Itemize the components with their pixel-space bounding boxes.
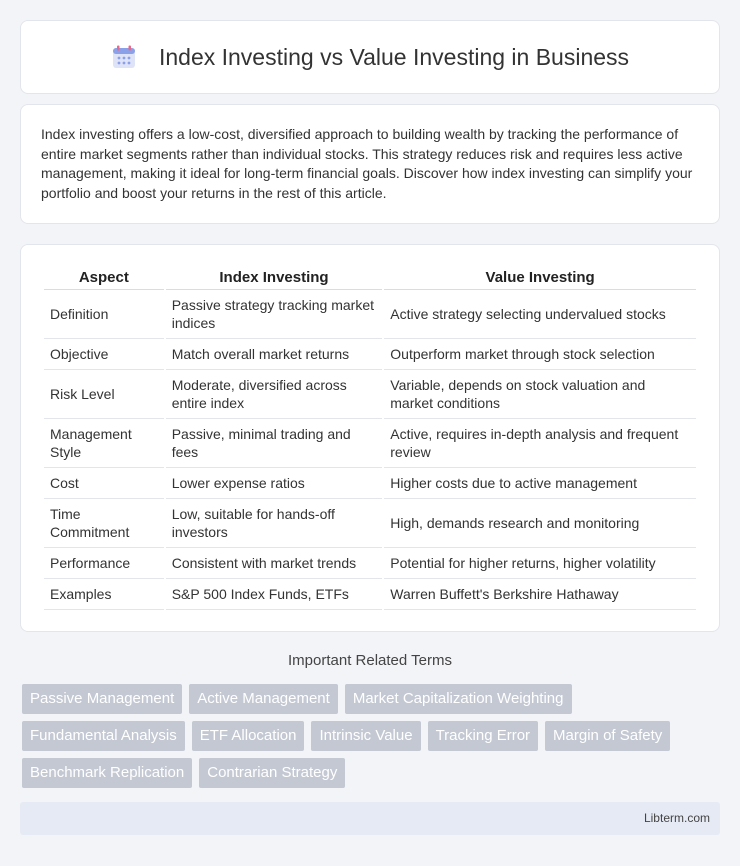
- table-row: [44, 339, 696, 370]
- term-tag[interactable]: ETF Allocation: [192, 721, 305, 751]
- comparison-table-card: [20, 244, 720, 632]
- footer: [20, 802, 720, 835]
- table-cell: Outperform market through stock selection: [384, 339, 696, 370]
- table-row: [44, 419, 696, 468]
- term-tag[interactable]: Fundamental Analysis: [22, 721, 185, 751]
- table-cell: Active strategy selecting undervalued stocks: [384, 290, 696, 339]
- table-cell: Moderate, diversified across entire index: [166, 370, 383, 419]
- table-header: Value Investing: [384, 265, 696, 290]
- table-header-row: [44, 265, 696, 290]
- table-cell: Cost: [44, 468, 164, 499]
- table-cell: Warren Buffett's Berkshire Hathaway: [384, 579, 696, 610]
- table-row: [44, 499, 696, 548]
- term-tag[interactable]: Margin of Safety: [545, 721, 670, 751]
- table-cell: High, demands research and monitoring: [384, 499, 696, 548]
- term-tag[interactable]: Benchmark Replication: [22, 758, 192, 788]
- table-row: [44, 579, 696, 610]
- page-title: Index Investing vs Value Investing in Business: [158, 43, 630, 70]
- table-cell: Potential for higher returns, higher volatility: [384, 548, 696, 579]
- table-cell: S&P 500 Index Funds, ETFs: [166, 579, 383, 610]
- intro-card: [20, 104, 720, 224]
- table-cell: Time Commitment: [44, 499, 164, 548]
- table-cell: Variable, depends on stock valuation and market conditions: [384, 370, 696, 419]
- table-cell: Definition: [44, 290, 164, 339]
- term-tag[interactable]: Intrinsic Value: [311, 721, 420, 751]
- term-tag[interactable]: Passive Management: [22, 684, 182, 714]
- table-row: [44, 468, 696, 499]
- term-tag[interactable]: Tracking Error: [428, 721, 538, 751]
- table-row: [44, 290, 696, 339]
- table-cell: Objective: [44, 339, 164, 370]
- table-cell: Lower expense ratios: [166, 468, 383, 499]
- table-cell: Performance: [44, 548, 164, 579]
- table-cell: Match overall market returns: [166, 339, 383, 370]
- related-terms-list: [22, 684, 722, 788]
- title-card: [20, 20, 720, 94]
- term-tag[interactable]: Active Management: [189, 684, 338, 714]
- table-cell: Examples: [44, 579, 164, 610]
- table-row: [44, 548, 696, 579]
- term-tag[interactable]: Market Capitalization Weighting: [345, 684, 572, 714]
- table-cell: Management Style: [44, 419, 164, 468]
- table-cell: Consistent with market trends: [166, 548, 383, 579]
- table-cell: Passive strategy tracking market indices: [166, 290, 383, 339]
- table-row: [44, 370, 696, 419]
- related-terms-title: Important Related Terms: [288, 652, 452, 669]
- intro-text: Index investing offers a low-cost, diversified approach to building wealth by tracking the performance of entire market segments rather than individual stocks. This strategy reduces risk and requires less active management, making it ideal for long-term financial goals. Discover how index investing can simplify your portfolio and boost your returns in the rest of this article.: [41, 126, 693, 201]
- table-header: Index Investing: [166, 265, 383, 290]
- table-cell: Active, requires in-depth analysis and frequent review: [384, 419, 696, 468]
- table-cell: Low, suitable for hands-off investors: [166, 499, 383, 548]
- table-header: Aspect: [44, 265, 164, 290]
- footer-link[interactable]: Libterm.com: [643, 811, 710, 825]
- table-cell: Passive, minimal trading and fees: [166, 419, 383, 468]
- calendar-icon: [111, 44, 137, 70]
- comparison-table: [42, 265, 698, 610]
- table-cell: Risk Level: [44, 370, 164, 419]
- term-tag[interactable]: Contrarian Strategy: [199, 758, 345, 788]
- table-cell: Higher costs due to active management: [384, 468, 696, 499]
